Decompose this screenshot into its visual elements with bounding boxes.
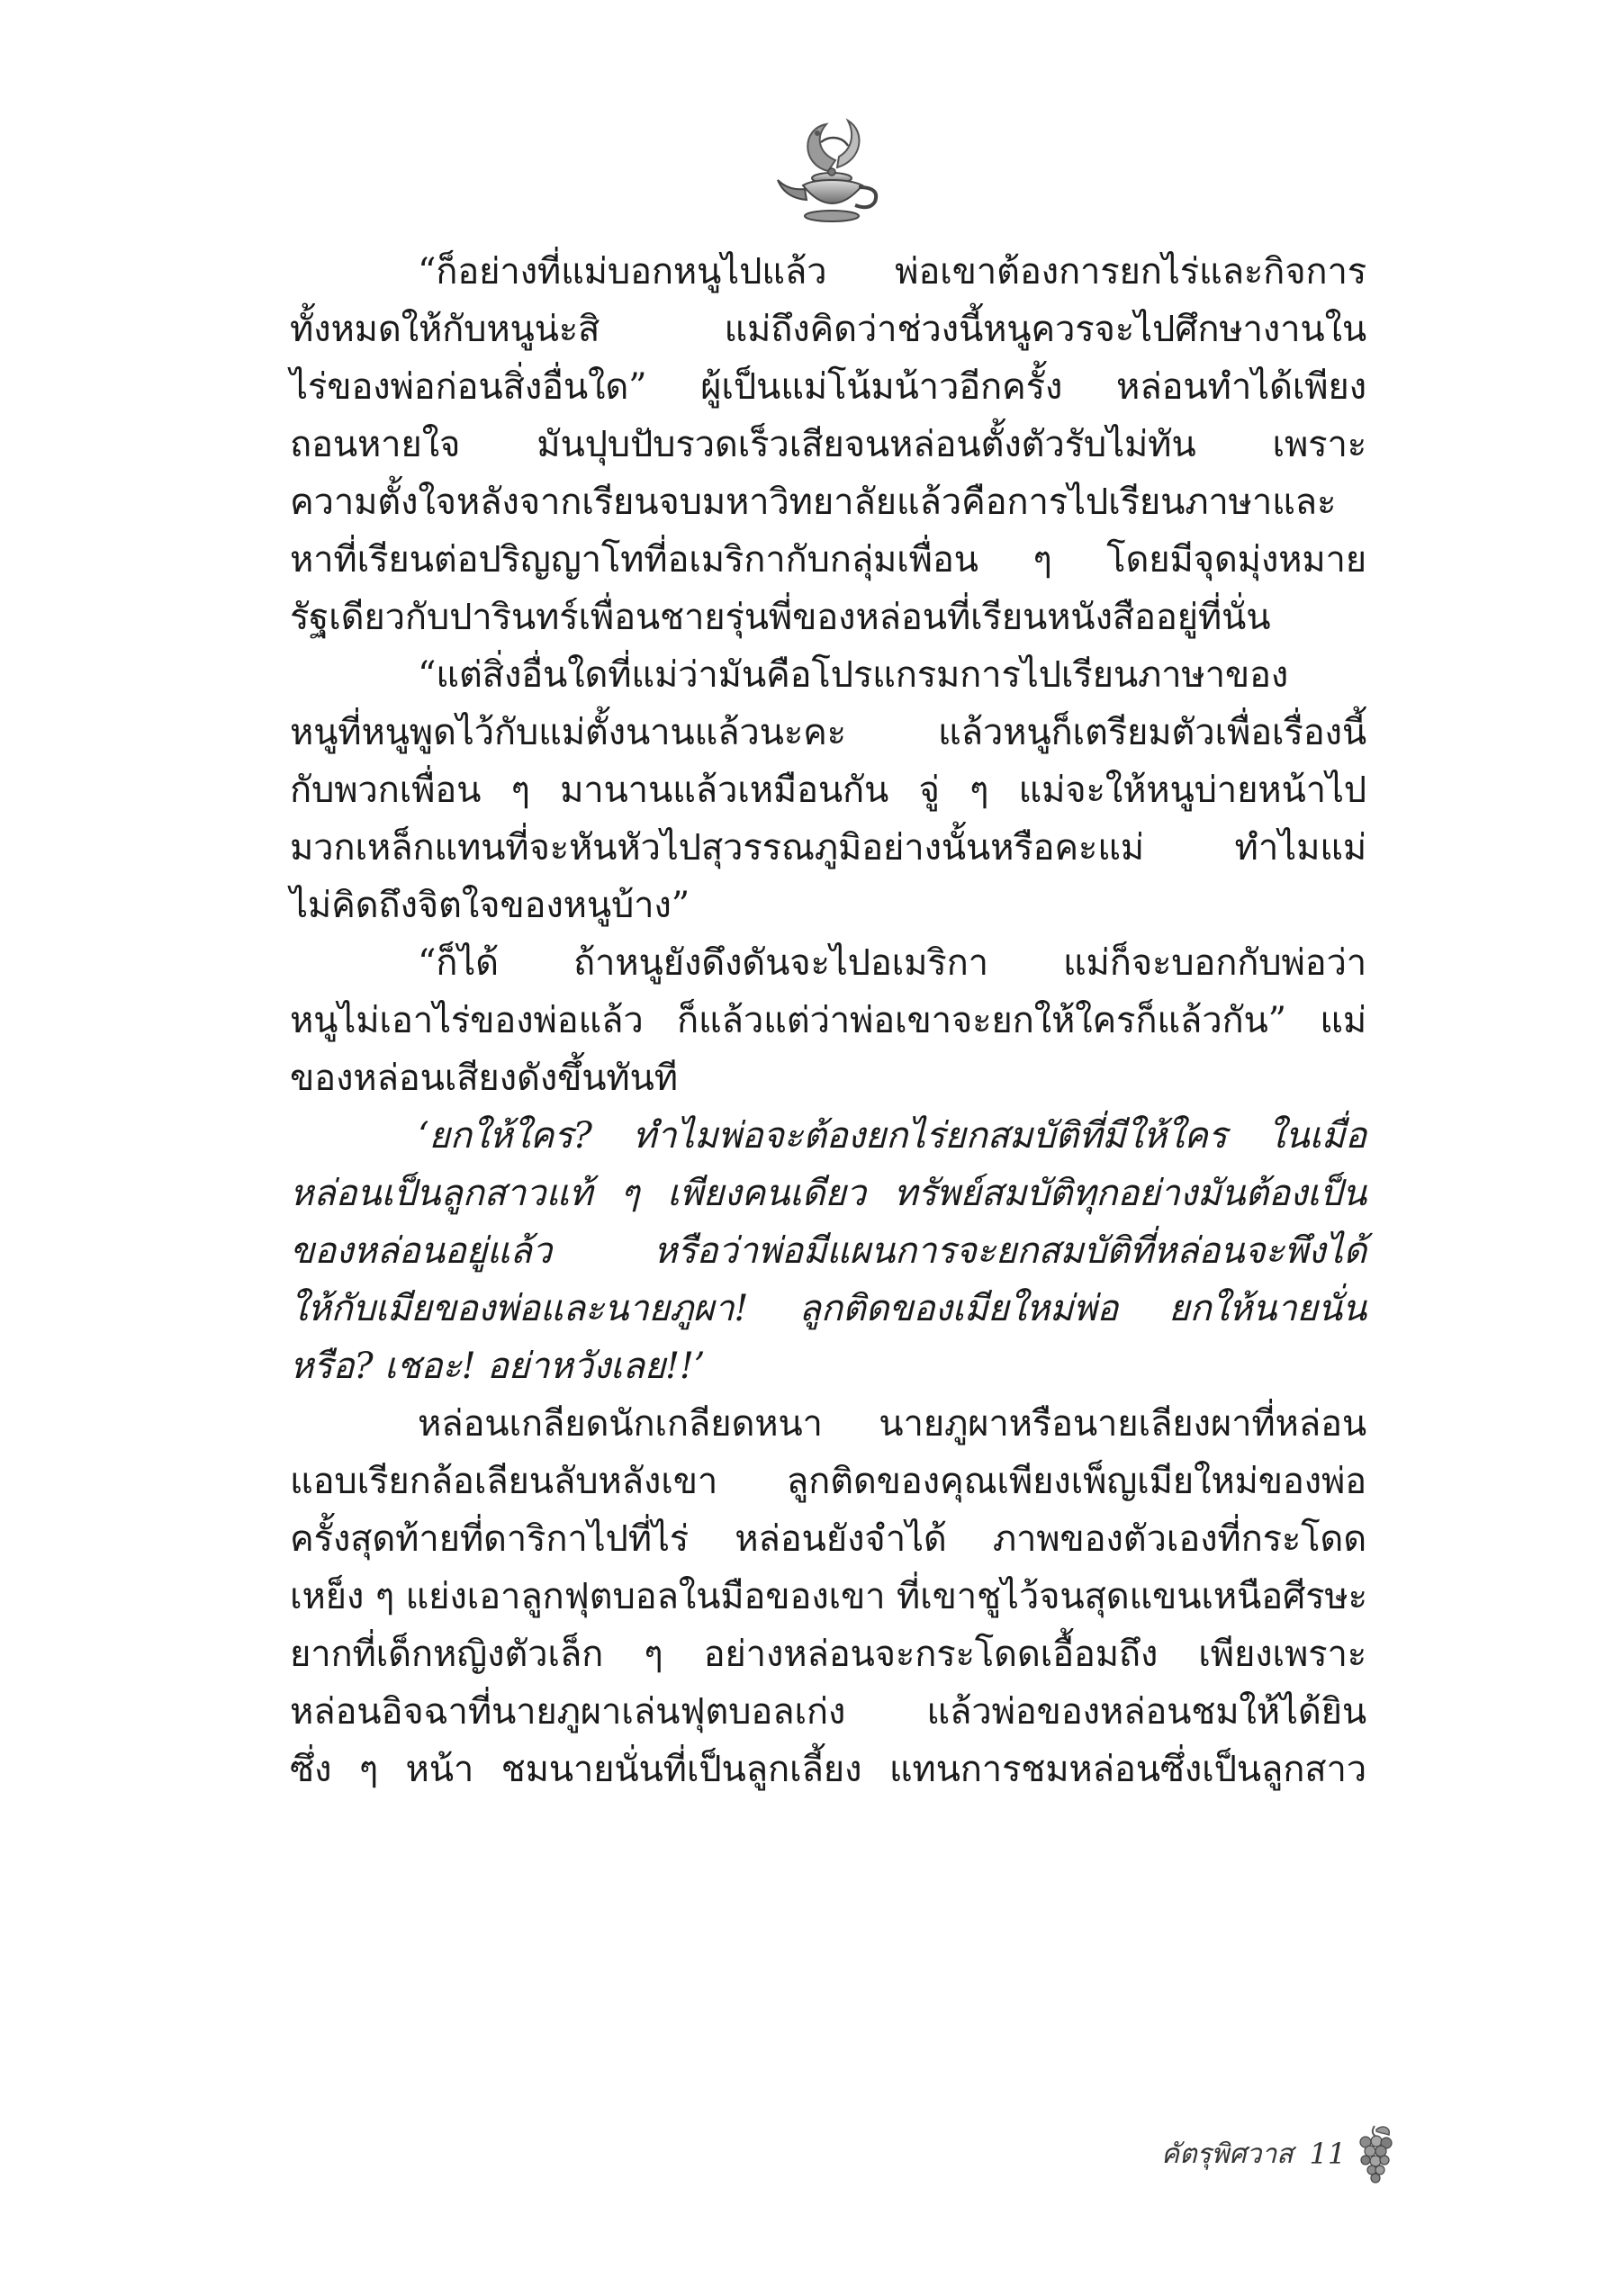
page-number: 11 xyxy=(1309,2137,1347,2171)
text-line: ‘ยกให้ใคร? ทำไมพ่อจะต้องยกไร่ยกสมบัติที่มีให้ใคร ในเมื่อ xyxy=(418,1115,1366,1157)
page-footer xyxy=(1161,2122,1396,2185)
text-line: “ก็ได้ ถ้าหนูยังดึงดันจะไปอเมริกา แม่ก็จะบอกกับพ่อว่า xyxy=(418,942,1366,984)
text-line: กับพวกเพื่อน ๆ มานานแล้วเหมือนกัน จู่ ๆ แม่จะให้หนูบ่ายหน้าไป xyxy=(290,770,1366,811)
text-line: “ก็อย่างที่แม่บอกหนูไปแล้ว พ่อเขาต้องการยกไร่และกิจการ xyxy=(418,251,1366,293)
text-line: “แต่สิ่งอื่นใดที่แม่ว่ามันคือโปรแกรมการไปเรียนภาษาของ xyxy=(418,654,1289,696)
paragraph-5 xyxy=(290,1395,1366,1798)
text-line: ความตั้งใจหลังจากเรียนจบมหาวิทยาลัยแล้วคือการไปเรียนภาษาและ xyxy=(290,482,1337,523)
teapot-lamp-ornament-icon xyxy=(765,115,900,232)
paragraph-1 xyxy=(290,243,1366,646)
text-line: หรือ? เชอะ! อย่าหวังเลย!!’ xyxy=(290,1346,706,1387)
text-line: หนูที่หนูพูดไว้กับแม่ตั้งนานแล้วนะคะ แล้วหนูก็เตรียมตัวเพื่อเรื่องนี้ xyxy=(290,712,1366,753)
text-line: ซึ่ง ๆ หน้า ชมนายนั่นที่เป็นลูกเลี้ยง แทนการชมหล่อนซึ่งเป็นลูกสาว xyxy=(290,1749,1366,1790)
text-line: เหย็ง ๆ แย่งเอาลูกฟุตบอลในมือของเขา ที่เขาชูไว้จนสุดแขนเหนือศีรษะ xyxy=(290,1576,1367,1617)
text-line: ถอนหายใจ มันปุบปับรวดเร็วเสียจนหล่อนตั้งตัวรับไม่ทัน เพราะ xyxy=(290,424,1366,465)
text-line: มวกเหล็กแทนที่จะหันหัวไปสุวรรณภูมิอย่างนั้นหรือคะแม่ ทำไมแม่ xyxy=(290,827,1366,869)
book-title: คัตรุพิศวาส xyxy=(1161,2138,1294,2170)
text-line: ทั้งหมดให้กับหนูน่ะสิ แม่ถึงคิดว่าช่วงนี้หนูควรจะไปศึกษางานใน xyxy=(290,309,1366,350)
text-line: รัฐเดียวกับปารินทร์เพื่อนชายรุ่นพี่ของหล่อนที่เรียนหนังสืออยู่ที่นั่น xyxy=(290,597,1271,638)
text-line: หนูไม่เอาไร่ของพ่อแล้ว ก็แล้วแต่ว่าพ่อเขาจะยกให้ใครก็แล้วกัน” แม่ xyxy=(290,1000,1366,1041)
paragraph-2 xyxy=(290,646,1366,934)
text-line: หล่อนเกลียดนักเกลียดหนา นายภูผาหรือนายเลียงผาที่หล่อน xyxy=(418,1403,1366,1445)
text-line: ไร่ของพ่อก่อนสิ่งอื่นใด” ผู้เป็นแม่โน้มน้าวอีกครั้ง หล่อนทำได้เพียง xyxy=(290,366,1366,408)
text-line: ไม่คิดถึงจิตใจของหนูบ้าง” xyxy=(290,885,690,926)
text-line: หล่อนอิจฉาที่นายภูผาเล่นฟุตบอลเก่ง แล้วพ่อของหล่อนชมให้ได้ยิน xyxy=(290,1691,1366,1733)
paragraph-4-inner-thought xyxy=(290,1107,1366,1395)
text-line: หาที่เรียนต่อปริญญาโทที่อเมริกากับกลุ่มเพื่อน ๆ โดยมีจุดมุ่งหมาย xyxy=(290,539,1366,581)
body-text xyxy=(290,243,1366,1798)
paragraph-3 xyxy=(290,934,1366,1107)
text-line: ครั้งสุดท้ายที่ดาริกาไปที่ไร่ หล่อนยังจำได้ ภาพของตัวเองที่กระโดด xyxy=(290,1518,1366,1560)
text-line: แอบเรียกล้อเลียนลับหลังเขา ลูกติดของคุณเพียงเพ็ญเมียใหม่ของพ่อ xyxy=(290,1461,1366,1502)
grape-cluster-icon xyxy=(1353,2122,1396,2185)
text-line: ยากที่เด็กหญิงตัวเล็ก ๆ อย่างหล่อนจะกระโดดเอื้อมถึง เพียงเพราะ xyxy=(290,1634,1366,1675)
text-line: ของหล่อนเสียงดังขึ้นทันที xyxy=(290,1058,678,1099)
text-line: หล่อนเป็นลูกสาวแท้ ๆ เพียงคนเดียว ทรัพย์สมบัติทุกอย่างมันต้องเป็น xyxy=(290,1173,1366,1214)
text-line: ของหล่อนอยู่แล้ว หรือว่าพ่อมีแผนการจะยกสมบัติที่หล่อนจะพึงได้ xyxy=(290,1230,1366,1272)
text-line: ให้กับเมียของพ่อและนายภูผา! ลูกติดของเมียใหม่พ่อ ยกให้นายนั่น xyxy=(290,1288,1366,1329)
